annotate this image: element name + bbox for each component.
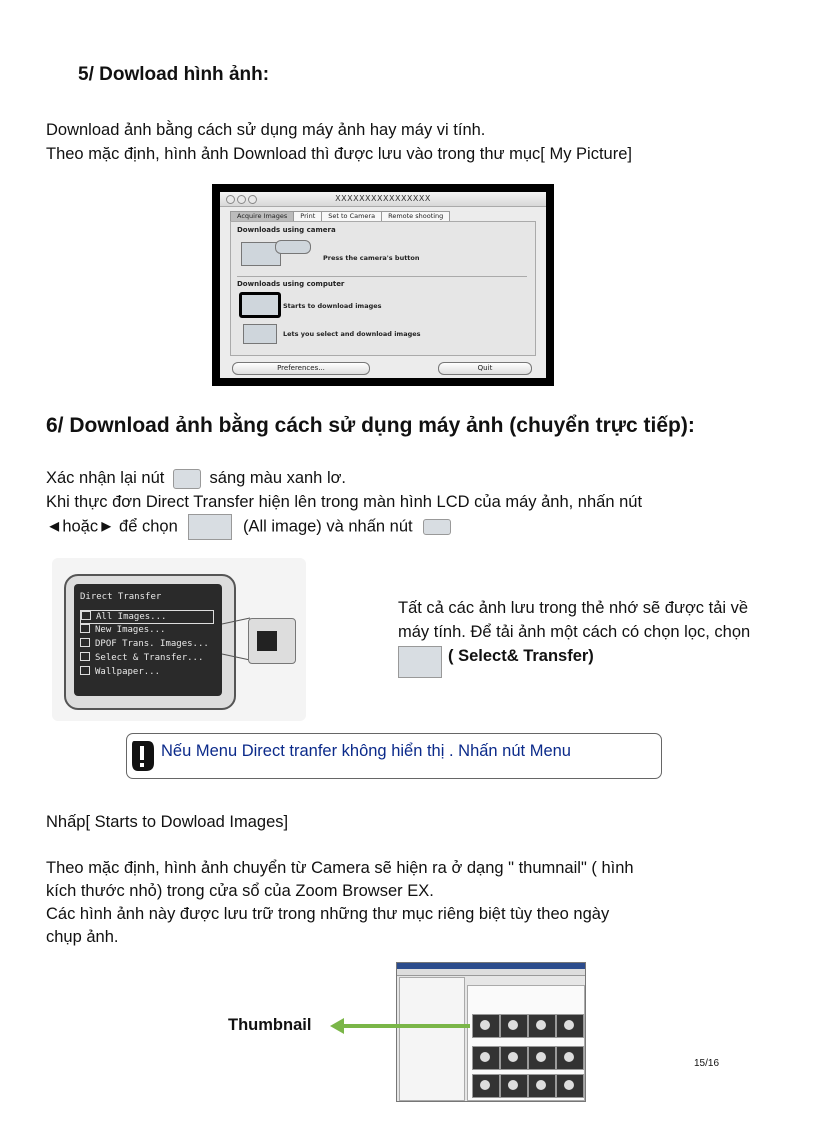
thumbnail-image[interactable] <box>556 1046 584 1070</box>
select-download-label[interactable]: Lets you select and download images <box>283 330 421 338</box>
side-text-line1: Tất cả các ảnh lưu trong thẻ nhớ sẽ được tải về <box>398 599 749 617</box>
direct-transfer-button-icon <box>423 519 451 535</box>
thumbnail-image[interactable] <box>472 1014 500 1038</box>
section-downloads-camera: Downloads using camera <box>237 226 336 234</box>
select-transfer-icon <box>398 646 442 678</box>
thumbnail-image[interactable] <box>528 1046 556 1070</box>
thumbnail-image[interactable] <box>556 1074 584 1098</box>
camera-button-icon <box>257 631 277 651</box>
page-number: 15/16 <box>694 1058 720 1069</box>
warning-hand-icon <box>128 737 158 773</box>
para2-line1: Các hình ảnh này được lưu trữ trong những thư mục riêng biệt tùy theo ngày <box>46 905 610 923</box>
lcd-item-label: Select & Transfer... <box>95 653 204 663</box>
transfer-icon <box>80 652 90 661</box>
side-text-line2: máy tính. Để tải ảnh một cách có chọn lọc, chọn <box>398 623 751 641</box>
tab-set-to-camera[interactable]: Set to Camera <box>321 211 382 222</box>
lcd-item-label: All Images... <box>96 612 167 622</box>
thumbnail-image[interactable] <box>472 1046 500 1070</box>
quit-button[interactable]: Quit <box>438 362 532 375</box>
lcd-item-new-images[interactable] <box>80 624 212 636</box>
mac-tabs <box>230 211 449 221</box>
divider <box>237 276 527 277</box>
tab-acquire-images[interactable]: Acquire Images <box>230 211 294 222</box>
start-download-icon[interactable] <box>239 292 281 318</box>
side-text-line3: ( Select& Transfer) <box>448 647 594 665</box>
section5-heading: 5/ Dowload hình ảnh: <box>78 64 270 85</box>
all-images-icon <box>188 514 232 540</box>
section5-line2: Theo mặc định, hình ảnh Download thì được lưu vào trong thư mục[ My Picture] <box>46 145 632 163</box>
para1-line1: Theo mặc định, hình ảnh chuyển từ Camera sẽ hiện ra ở dạng " thumnail" ( hình <box>46 859 634 877</box>
transfer-icon <box>81 611 91 620</box>
section-downloads-computer: Downloads using computer <box>237 280 345 288</box>
direct-transfer-button-icon <box>275 240 311 254</box>
zoom-browser-screenshot <box>396 962 586 1102</box>
section6-choose-line <box>46 514 451 540</box>
choose-pre: ◄hoặc► để chọn <box>46 517 178 536</box>
click-instruction: Nhấp[ Starts to Dowload Images] <box>46 813 289 831</box>
start-download-label[interactable]: Starts to download images <box>283 302 382 310</box>
confirm-post: sáng màu xanh lơ. <box>209 469 347 487</box>
lcd-screen <box>74 584 222 696</box>
lcd-item-label: DPOF Trans. Images... <box>95 639 209 649</box>
thumbnail-image[interactable] <box>528 1014 556 1038</box>
arrow-head-icon <box>330 1018 344 1034</box>
thumbnail-image[interactable] <box>556 1014 584 1038</box>
lcd-item-select-transfer[interactable] <box>80 652 212 664</box>
zb-menubar <box>397 969 585 976</box>
transfer-icon <box>80 624 90 633</box>
choose-mid: (All image) và nhấn nút <box>242 517 413 536</box>
thumbnail-image[interactable] <box>500 1046 528 1070</box>
mac-window <box>220 192 546 378</box>
lcd-item-wallpaper[interactable] <box>80 666 212 678</box>
section6-heading: 6/ Download ảnh bằng cách sử dụng máy ảnh (chuyển trực tiếp): <box>46 414 695 437</box>
section6-menu-line: Khi thực đơn Direct Transfer hiện lên trong màn hình LCD của máy ảnh, nhấn nút <box>46 493 643 511</box>
thumbnail-image[interactable] <box>500 1014 528 1038</box>
preferences-button[interactable]: Preferences... <box>232 362 370 375</box>
confirm-pre: Xác nhận lại nút <box>46 469 165 487</box>
transfer-icon <box>80 638 90 647</box>
select-transfer-icon-wrap <box>398 646 440 678</box>
zb-thumbnail-area <box>467 985 585 1101</box>
thumbnail-label: Thumbnail <box>228 1016 312 1034</box>
lcd-item-dpof[interactable] <box>80 638 212 650</box>
press-camera-button-label: Press the camera's button <box>323 254 420 262</box>
direct-transfer-button-icon <box>173 469 201 489</box>
lcd-item-label: New Images... <box>95 625 166 635</box>
tab-remote-shooting[interactable]: Remote shooting <box>381 211 450 222</box>
mac-titlebar <box>220 192 546 207</box>
note-text: Nếu Menu Direct tranfer không hiển thị . Nhấn nút Menu <box>161 742 571 760</box>
thumbnail-image[interactable] <box>528 1074 556 1098</box>
select-download-icon[interactable] <box>243 324 277 344</box>
section6-confirm-line <box>46 466 346 490</box>
thumbnail-image[interactable] <box>472 1074 500 1098</box>
thumbnail-image[interactable] <box>500 1074 528 1098</box>
lcd-item-all-images[interactable] <box>80 610 214 624</box>
thumbnail-arrow <box>340 1024 470 1028</box>
camera-button-closeup <box>248 618 296 664</box>
para1-line2: kích thước nhỏ) trong cửa sổ của Zoom Browser EX. <box>46 882 434 900</box>
zb-sidebar <box>399 977 465 1101</box>
lcd-menu-title: Direct Transfer <box>80 592 162 602</box>
lcd-item-label: Wallpaper... <box>95 667 161 677</box>
wallpaper-icon <box>80 666 90 675</box>
mac-panel <box>230 221 536 356</box>
para2-line2: chụp ảnh. <box>46 928 119 946</box>
section5-line1: Download ảnh bằng cách sử dụng máy ảnh hay máy vi tính. <box>46 121 486 139</box>
mac-window-title: XXXXXXXXXXXXXXXX <box>335 194 431 203</box>
tab-print[interactable]: Print <box>293 211 322 222</box>
